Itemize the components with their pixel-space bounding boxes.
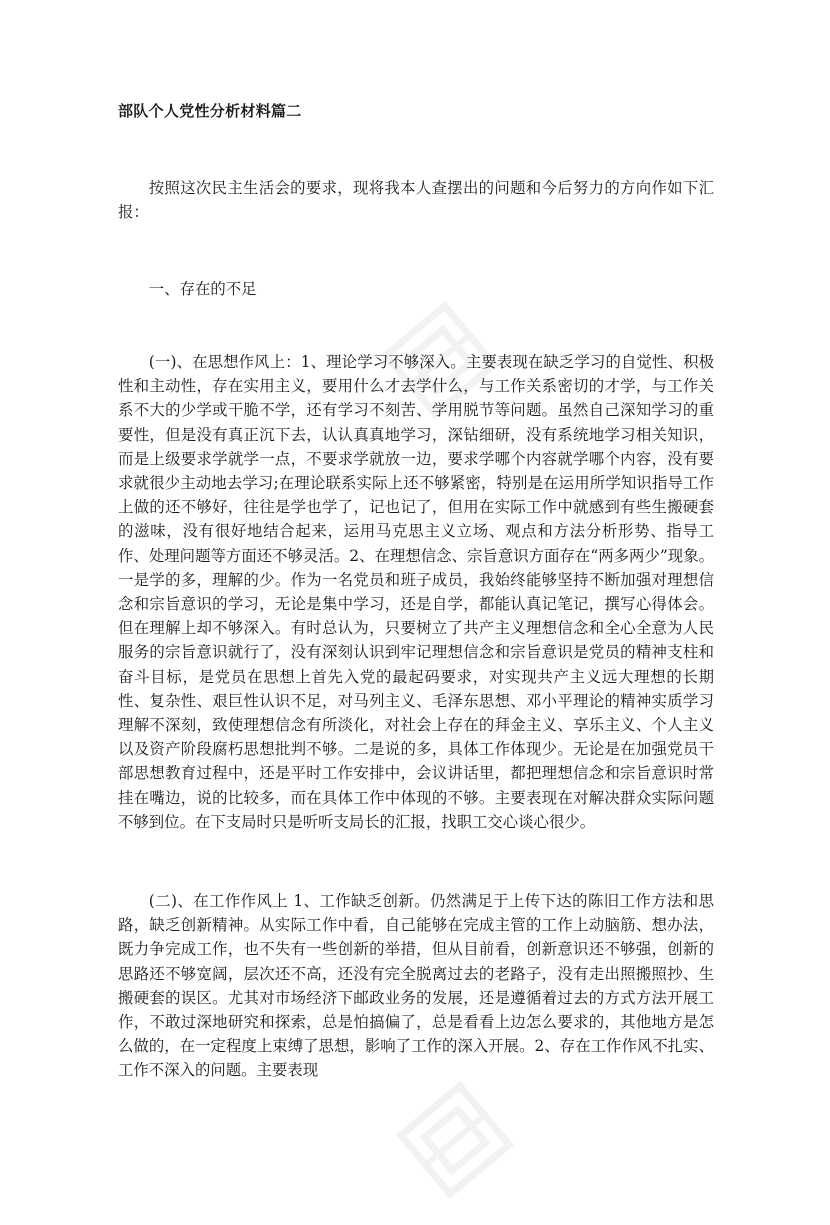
- document-title: 部队个人党性分析材料篇二: [118, 102, 302, 120]
- intro-paragraph: 按照这次民主生活会的要求，现将我本人查摆出的问题和今后努力的方向作如下汇报：: [118, 179, 714, 222]
- section-heading: 一、存在的不足: [148, 280, 257, 298]
- section-2-paragraph: (二)、在工作作风上 1、工作缺乏创新。仍然满足于上传下达的陈旧工作方法和思路，缺乏创新精神。从实际工作中看，自己能够在完成主管的工作上动脑筋、想办法，既力争完成工作，也不失有一些创新的举措，但从目前看，创新意识还不够强，创新的思路还不够宽阔，层次还不高，还没有完全脱离过去的老路子，没有走出照搬照抄、生搬硬套的误区。尤其对市场经济下邮政业务的发展，还是遵循着过去的方式方法开展工作，不敢过深地研究和探索，总是怕搞偏了，总是看看上边怎么要求的，其他地方是怎么做的，在一定程度上束缚了思想，影响了工作的深入开展。2、存在工作作风不扎实、工作不深入的问题。主要表现: [118, 892, 714, 1080]
- section-1-paragraph: (一)、在思想作风上：1、理论学习不够深入。主要表现在缺乏学习的自觉性、积极性和主动性，存在实用主义，要用什么才去学什么，与工作关系密切的才学，与工作关系不大的少学或干脆不学，还有学习不刻苦、学用脱节等问题。虽然自己深知学习的重要性，但是没有真正沉下去，认认真真地学习，深钻细研，没有系统地学习相关知识，而是上级要求学就学一点，不要求学就放一边，要求学哪个内容就学哪个内容，没有要求就很少主动地去学习;在理论联系实际上还不够紧密，特别是在运用所学知识指导工作上做的还不够好，往往是学也学了，记也记了，但用在实际工作中就感到有些生搬硬套的滋味，没有很好地结合起来，运用马克思主义立场、观点和方法分析形势、指导工作、处理问题等方面还不够灵活。2、在理想信念、宗旨意识方面存在“两多两少”现象。一是学的多，理解的少。作为一名党员和班子成员，我始终能够坚持不断加强对理想信念和宗旨意识的学习，无论是集中学习，还是自学，都能认真记笔记，撰写心得体会。但在理解上却不够深入。有时总认为，只要树立了共产主义理想信念和全心全意为人民服务的宗旨意识就行了，没有深刻认识到牢记理想信念和宗旨意识是党员的精神支柱和奋斗目标，是党员在思想上首先入党的最起码要求，对实现共产主义远大理想的长期性、复杂性、艰巨性认识不足，对马列主义、毛泽东思想、邓小平理论的精神实质学习理解不深刻，致使理想信念有所淡化，对社会上存在的拜金主义、享乐主义、个人主义以及资产阶段腐朽思想批判不够。二是说的多，具体工作体现少。无论是在加强党员干部思想教育过程中，还是平时工作安排中，会议讲话里，都把理想信念和宗旨意识时常挂在嘴边，说的比较多，而在具体工作中体现的不够。主要表现在对解决群众实际问题不够到位。在下支局时只是听听支局长的汇报，找职工交心谈心很少。: [118, 353, 714, 831]
